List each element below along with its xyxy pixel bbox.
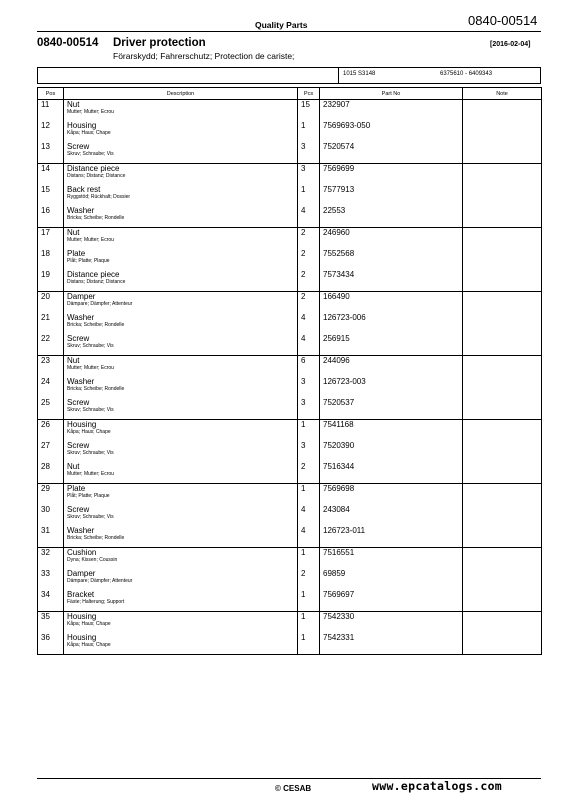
row-part-no: 69859 [320, 569, 463, 590]
row-pos: 33 [38, 569, 64, 590]
row-pcs: 4 [298, 206, 320, 228]
row-description [64, 249, 298, 270]
part-name: Housing [67, 420, 97, 429]
col-note: Note [463, 88, 542, 100]
table-row [38, 377, 542, 398]
row-description [64, 270, 298, 292]
row-note [463, 121, 542, 142]
row-note [463, 206, 542, 228]
row-part-no: 7569693-050 [320, 121, 463, 142]
row-note [463, 505, 542, 526]
part-translation: Bricka; Scheibe; Rondelle [67, 535, 125, 541]
row-note [463, 633, 542, 655]
row-note [463, 313, 542, 334]
row-description [64, 228, 298, 250]
table-row [38, 505, 542, 526]
row-pos: 19 [38, 270, 64, 292]
row-part-no: 126723-011 [320, 526, 463, 548]
table-row [38, 270, 542, 292]
row-description [64, 164, 298, 186]
part-translation: Plåt; Platte; Plaque [67, 493, 110, 499]
part-name: Screw [67, 334, 90, 343]
row-description [64, 569, 298, 590]
part-translation: Ryggstöd; Rückhalt; Dossier [67, 194, 131, 200]
table-row [38, 292, 542, 314]
row-part-no: 7542330 [320, 612, 463, 634]
part-name: Housing [67, 612, 97, 621]
part-translation: Skruv; Schraube; Vis [67, 514, 114, 520]
row-pos: 18 [38, 249, 64, 270]
part-name: Washer [67, 377, 95, 386]
row-description [64, 100, 298, 122]
row-pos: 31 [38, 526, 64, 548]
table-row [38, 420, 542, 442]
row-description [64, 121, 298, 142]
col-pos: Pos [38, 88, 64, 100]
row-pcs: 3 [298, 164, 320, 186]
row-description [64, 206, 298, 228]
table-row [38, 185, 542, 206]
part-translation: Mutter; Mutter; Ecrou [67, 109, 114, 115]
info-model: 1015 S3148 [343, 71, 376, 77]
row-note [463, 334, 542, 356]
table-row [38, 206, 542, 228]
row-note [463, 548, 542, 570]
part-name: Screw [67, 441, 90, 450]
row-pos: 17 [38, 228, 64, 250]
row-part-no: 7577913 [320, 185, 463, 206]
row-part-no: 126723-003 [320, 377, 463, 398]
part-name: Nut [67, 228, 80, 237]
row-part-no: 166490 [320, 292, 463, 314]
row-description [64, 292, 298, 314]
part-translation: Bricka; Scheibe; Rondelle [67, 322, 125, 328]
row-part-no: 7569697 [320, 590, 463, 612]
part-name: Screw [67, 142, 90, 151]
row-pcs: 15 [298, 100, 320, 122]
part-name: Damper [67, 292, 96, 301]
table-row [38, 569, 542, 590]
row-pcs: 2 [298, 228, 320, 250]
row-part-no: 7542331 [320, 633, 463, 655]
part-translation: Kåpa; Haus; Chape [67, 621, 111, 627]
col-description: Description [64, 88, 298, 100]
table-row [38, 398, 542, 420]
row-pos: 28 [38, 462, 64, 484]
table-row [38, 526, 542, 548]
table-row [38, 590, 542, 612]
row-pos: 15 [38, 185, 64, 206]
row-description [64, 526, 298, 548]
row-pos: 36 [38, 633, 64, 655]
row-pcs: 1 [298, 548, 320, 570]
row-pos: 26 [38, 420, 64, 442]
row-pcs: 1 [298, 484, 320, 506]
part-translation: Plåt; Platte; Plaque [67, 258, 110, 264]
row-pcs: 2 [298, 569, 320, 590]
table-row [38, 548, 542, 570]
row-pcs: 3 [298, 377, 320, 398]
table-row [38, 484, 542, 506]
row-description [64, 356, 298, 378]
part-translation: Kåpa; Haus; Chape [67, 642, 111, 648]
part-name: Distance piece [67, 270, 120, 279]
row-description [64, 420, 298, 442]
row-part-no: 7520390 [320, 441, 463, 462]
header-rule [37, 31, 541, 32]
row-part-no: 7541168 [320, 420, 463, 442]
row-part-no: 243084 [320, 505, 463, 526]
row-description [64, 612, 298, 634]
row-note [463, 526, 542, 548]
info-divider [338, 68, 339, 83]
row-pos: 30 [38, 505, 64, 526]
row-description [64, 313, 298, 334]
row-part-no: 22553 [320, 206, 463, 228]
part-translation: Mutter; Mutter; Ecrou [67, 365, 114, 371]
table-row [38, 462, 542, 484]
row-note [463, 270, 542, 292]
table-row [38, 612, 542, 634]
row-note [463, 356, 542, 378]
section-subtitle: Förarskydd; Fahrerschutz; Protection de cariste; [113, 51, 295, 61]
row-note [463, 462, 542, 484]
row-part-no: 7516551 [320, 548, 463, 570]
parts-table [37, 87, 542, 655]
row-note [463, 441, 542, 462]
row-pcs: 1 [298, 590, 320, 612]
part-name: Nut [67, 356, 80, 365]
row-description [64, 334, 298, 356]
table-row [38, 356, 542, 378]
row-pcs: 1 [298, 420, 320, 442]
row-note [463, 612, 542, 634]
row-description [64, 462, 298, 484]
footer-site[interactable]: www.epcatalogs.com [372, 779, 503, 793]
row-pcs: 6 [298, 356, 320, 378]
header-title: Quality Parts [255, 20, 308, 30]
part-name: Damper [67, 569, 96, 578]
row-note [463, 377, 542, 398]
part-name: Back rest [67, 185, 101, 194]
row-pcs: 1 [298, 185, 320, 206]
row-pos: 14 [38, 164, 64, 186]
row-part-no: 7552568 [320, 249, 463, 270]
section-date: [2016-02-04] [490, 41, 531, 48]
row-pcs: 2 [298, 270, 320, 292]
row-part-no: 126723-006 [320, 313, 463, 334]
row-note [463, 100, 542, 122]
row-part-no: 232907 [320, 100, 463, 122]
table-row [38, 334, 542, 356]
part-name: Washer [67, 313, 95, 322]
part-translation: Distans; Distanz; Distance [67, 173, 126, 179]
row-pcs: 3 [298, 441, 320, 462]
row-description [64, 142, 298, 164]
row-part-no: 244096 [320, 356, 463, 378]
row-description [64, 590, 298, 612]
row-pcs: 1 [298, 121, 320, 142]
table-row [38, 441, 542, 462]
part-translation: Dyna; Kissen; Coussin [67, 557, 118, 563]
part-name: Cushion [67, 548, 97, 557]
row-description [64, 505, 298, 526]
part-name: Washer [67, 526, 95, 535]
part-translation: Skruv; Schraube; Vis [67, 450, 114, 456]
part-translation: Dämpare; Dämpfer; Attenteur [67, 578, 133, 584]
part-name: Nut [67, 462, 80, 471]
row-pos: 20 [38, 292, 64, 314]
row-note [463, 164, 542, 186]
row-part-no: 7520537 [320, 398, 463, 420]
row-note [463, 228, 542, 250]
row-pos: 11 [38, 100, 64, 122]
part-translation: Bricka; Scheibe; Rondelle [67, 215, 125, 221]
row-note [463, 569, 542, 590]
row-description [64, 548, 298, 570]
part-name: Distance piece [67, 164, 120, 173]
row-note [463, 398, 542, 420]
row-pos: 12 [38, 121, 64, 142]
part-translation: Mutter; Mutter; Ecrou [67, 237, 114, 243]
table-row [38, 100, 542, 122]
part-translation: Mutter; Mutter; Ecrou [67, 471, 114, 477]
table-header [38, 88, 542, 100]
part-name: Nut [67, 100, 80, 109]
part-name: Plate [67, 249, 86, 258]
row-pos: 21 [38, 313, 64, 334]
part-name: Housing [67, 121, 97, 130]
table-row [38, 633, 542, 655]
row-note [463, 249, 542, 270]
row-pcs: 4 [298, 313, 320, 334]
row-part-no: 7520574 [320, 142, 463, 164]
row-pcs: 4 [298, 505, 320, 526]
row-part-no: 7573434 [320, 270, 463, 292]
col-part-no: Part No [320, 88, 463, 100]
row-note [463, 292, 542, 314]
row-part-no: 246960 [320, 228, 463, 250]
table-row [38, 121, 542, 142]
part-name: Housing [67, 633, 97, 642]
row-pos: 16 [38, 206, 64, 228]
table-row [38, 249, 542, 270]
row-pos: 34 [38, 590, 64, 612]
part-translation: Skruv; Schraube; Vis [67, 343, 114, 349]
row-pos: 22 [38, 334, 64, 356]
row-part-no: 7569699 [320, 164, 463, 186]
row-pos: 35 [38, 612, 64, 634]
row-pcs: 4 [298, 526, 320, 548]
part-translation: Fäste; Halterung; Support [67, 599, 125, 605]
parts-body [38, 100, 542, 655]
row-description [64, 185, 298, 206]
part-translation: Skruv; Schraube; Vis [67, 407, 114, 413]
part-translation: Distans; Distanz; Distance [67, 279, 126, 285]
row-pos: 25 [38, 398, 64, 420]
table-row [38, 228, 542, 250]
part-name: Screw [67, 398, 90, 407]
part-translation: Bricka; Scheibe; Rondelle [67, 386, 125, 392]
header-code: 0840-00514 [468, 13, 538, 28]
part-translation: Kåpa; Haus; Chape [67, 130, 111, 136]
row-note [463, 420, 542, 442]
row-pcs: 3 [298, 398, 320, 420]
row-description [64, 633, 298, 655]
row-note [463, 142, 542, 164]
table-row [38, 142, 542, 164]
row-description [64, 441, 298, 462]
part-name: Washer [67, 206, 95, 215]
part-translation: Skruv; Schraube; Vis [67, 151, 114, 157]
row-pcs: 1 [298, 633, 320, 655]
row-pos: 32 [38, 548, 64, 570]
part-name: Screw [67, 505, 90, 514]
row-note [463, 484, 542, 506]
row-pos: 27 [38, 441, 64, 462]
section-code: 0840-00514 [37, 37, 99, 49]
info-serial: 6375610 - 6409343 [440, 71, 493, 77]
row-note [463, 185, 542, 206]
row-pcs: 3 [298, 142, 320, 164]
row-pcs: 2 [298, 462, 320, 484]
row-part-no: 7569698 [320, 484, 463, 506]
row-part-no: 256915 [320, 334, 463, 356]
row-pos: 23 [38, 356, 64, 378]
part-name: Bracket [67, 590, 95, 599]
row-part-no: 7516344 [320, 462, 463, 484]
part-name: Plate [67, 484, 86, 493]
row-pos: 13 [38, 142, 64, 164]
row-pcs: 2 [298, 249, 320, 270]
row-note [463, 590, 542, 612]
table-row [38, 313, 542, 334]
footer-logo: © CESAB [275, 784, 312, 793]
row-description [64, 484, 298, 506]
row-pcs: 2 [298, 292, 320, 314]
col-pcs: Pcs [298, 88, 320, 100]
row-description [64, 377, 298, 398]
part-translation: Kåpa; Haus; Chape [67, 429, 111, 435]
row-pos: 24 [38, 377, 64, 398]
table-row [38, 164, 542, 186]
row-description [64, 398, 298, 420]
row-pos: 29 [38, 484, 64, 506]
part-translation: Dämpare; Dämpfer; Attenteur [67, 301, 133, 307]
section-title: Driver protection [113, 37, 206, 49]
row-pcs: 4 [298, 334, 320, 356]
row-pcs: 1 [298, 612, 320, 634]
